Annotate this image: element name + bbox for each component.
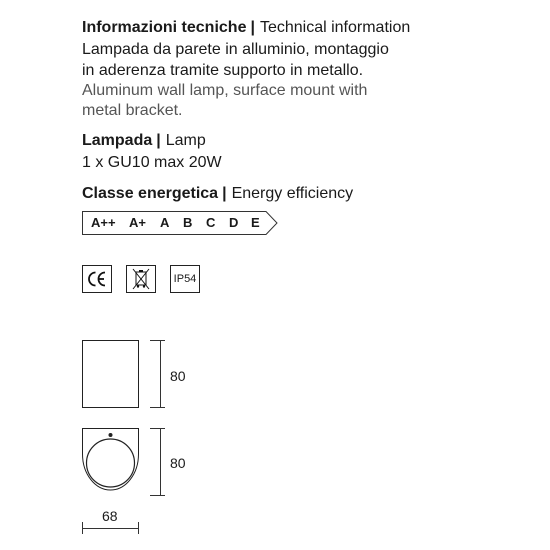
lamp-title-en: Lamp [165,132,206,149]
technical-desc-en-line-2: metal bracket. [82,102,183,119]
side-view-outline [83,341,139,408]
energy-class-d: D [229,215,239,230]
technical-desc-it-line-1: Lampada da parete in alluminio, montaggio [82,41,389,58]
front-view-screw [109,433,113,437]
title-separator: | [222,185,227,202]
energy-class-a-plus: A+ [129,215,146,230]
side-height-label: 80 [170,368,186,384]
energy-class-a: A [160,215,170,230]
lamp-spec: 1 x GU10 max 20W [82,154,222,171]
energy-class-b: B [183,215,193,230]
ip-rating-badge: IP54 [170,265,200,293]
energy-title-it: Classe energetica [82,185,219,202]
energy-class-c: C [206,215,216,230]
title-separator: | [250,19,255,36]
technical-info-title-it: Informazioni tecniche [82,19,247,36]
lamp-title-it: Lampada [82,132,153,149]
energy-class-a-plus-plus: A++ [91,215,116,230]
width-label: 68 [102,508,118,524]
front-view-outline [83,429,139,491]
technical-info-title-en: Technical information [259,19,411,36]
energy-class-e: E [251,215,260,230]
technical-desc-en-line-1: Aluminum wall lamp, surface mount with [82,82,368,99]
title-separator: | [156,132,161,149]
front-view-lens [87,439,135,487]
energy-title-en: Energy efficiency [231,185,354,202]
technical-desc-it-line-2: in aderenza tramite supporto in metallo. [82,62,364,79]
front-height-label: 80 [170,455,186,471]
